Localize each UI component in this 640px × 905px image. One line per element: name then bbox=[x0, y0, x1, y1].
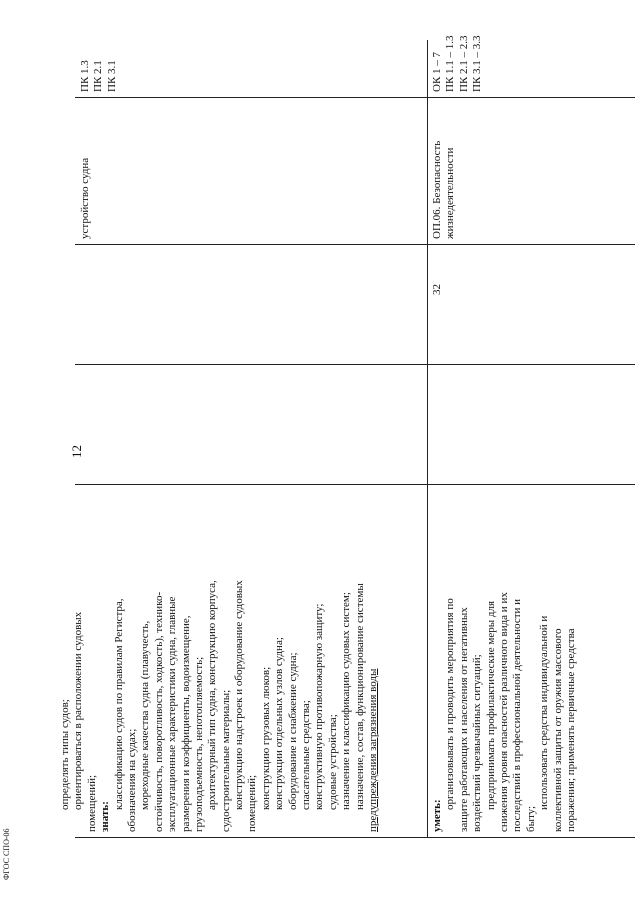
text-line: знать: bbox=[99, 801, 112, 832]
rotated-page bbox=[59, 35, 635, 850]
text-line: мореходные качества судна (плавучесть, bbox=[139, 620, 152, 810]
text-line: быту; bbox=[524, 805, 537, 832]
column-divider-2 bbox=[75, 364, 635, 365]
text-line: ПК 3.1 bbox=[105, 60, 118, 92]
text-line: ориентироваться в расположении судовых bbox=[72, 611, 85, 810]
text-line: коллективной защиты от оружия массового bbox=[551, 628, 564, 832]
text-line: ОК 1 – 7 bbox=[431, 51, 443, 92]
text-line: ПК 2.1 – 2.3 bbox=[457, 35, 470, 92]
column-divider-4 bbox=[75, 97, 635, 98]
text-line: уметь: bbox=[431, 799, 443, 832]
text-line: архитектурный тип судна, конструкцию корпуса, bbox=[206, 580, 219, 810]
row2-discipline-line: ОП.06. Безопасность bbox=[431, 140, 443, 239]
row2-skills-text bbox=[431, 487, 578, 832]
text-line: воздействий чрезвычайных ситуаций; bbox=[471, 654, 484, 832]
text-line: конструкции отдельных узлов судна; bbox=[273, 637, 286, 810]
text-line: обозначения на судах; bbox=[125, 728, 138, 832]
text-line: судостроительные материалы; bbox=[219, 689, 232, 832]
text-line: эксплуатационные характеристики судна, главные bbox=[166, 596, 179, 832]
text-line: размерения и коэффициенты, водоизмещение, bbox=[179, 615, 192, 832]
text-line: назначение и классификацию судовых систем; bbox=[340, 592, 353, 810]
text-line: ПК 1.1 – 1.3 bbox=[444, 35, 457, 92]
footer-code: ФГОС СПО-06 bbox=[2, 828, 11, 880]
row2-competencies bbox=[431, 35, 485, 92]
text-line: ПК 1.3 bbox=[79, 60, 91, 92]
text-line: последствий в профессиональной деятельности и bbox=[511, 598, 524, 832]
text-line: конструкцию надстроек и оборудование судовых bbox=[233, 580, 246, 810]
row1-discipline: устройство судна bbox=[79, 157, 91, 239]
text-line: грузоподъемность, непотопляемость; bbox=[192, 656, 205, 832]
text-line: ПК 2.1 bbox=[92, 60, 105, 92]
column-divider-1 bbox=[75, 484, 635, 485]
text-line: организовывать и проводить мероприятия по bbox=[444, 598, 457, 810]
text-line: назначение, состав, функционирование системы bbox=[353, 583, 366, 810]
text-line: оборудование и снабжение судна; bbox=[286, 652, 299, 810]
page-number: 12 bbox=[69, 445, 84, 458]
column-divider-3 bbox=[75, 244, 635, 245]
text-line: конструктивную противопожарную защиту; bbox=[313, 603, 326, 810]
text-line: снижения уровня опасностей различного вида и их bbox=[497, 592, 510, 832]
text-line: использовать средства индивидуальной и bbox=[538, 615, 551, 810]
text-line: спасательные средства; bbox=[300, 700, 313, 810]
text-line: судовые устройства; bbox=[326, 714, 339, 810]
text-line: защите работающих и населения от негативных bbox=[457, 607, 470, 832]
row2-hours: 32 bbox=[431, 284, 443, 295]
text-line: конструкцию грузовых люков; bbox=[259, 666, 272, 810]
row2-discipline bbox=[431, 141, 458, 239]
row2-discipline-line: жизнедеятельности bbox=[444, 147, 457, 239]
text-line: ПК 3.1 – 3.3 bbox=[471, 35, 484, 92]
row1-competencies bbox=[79, 60, 119, 92]
text-line: помещений; bbox=[85, 774, 98, 832]
row-divider bbox=[427, 40, 428, 838]
text-line: предупреждения загрязнения воды bbox=[366, 668, 379, 832]
row1-skills-text bbox=[59, 487, 380, 832]
text-line: поражения; применять первичные средства bbox=[564, 628, 577, 832]
text-line: определять типы судов; bbox=[59, 699, 71, 810]
text-line: классификацию судов по правилам Регистра, bbox=[112, 598, 125, 810]
table-border-left bbox=[75, 837, 635, 838]
text-line: предпринимать профилактические меры для bbox=[484, 600, 497, 810]
text-line: остойчивость, поворотливость, ходкость), технико- bbox=[152, 591, 165, 832]
text-line: помещений; bbox=[246, 774, 259, 832]
